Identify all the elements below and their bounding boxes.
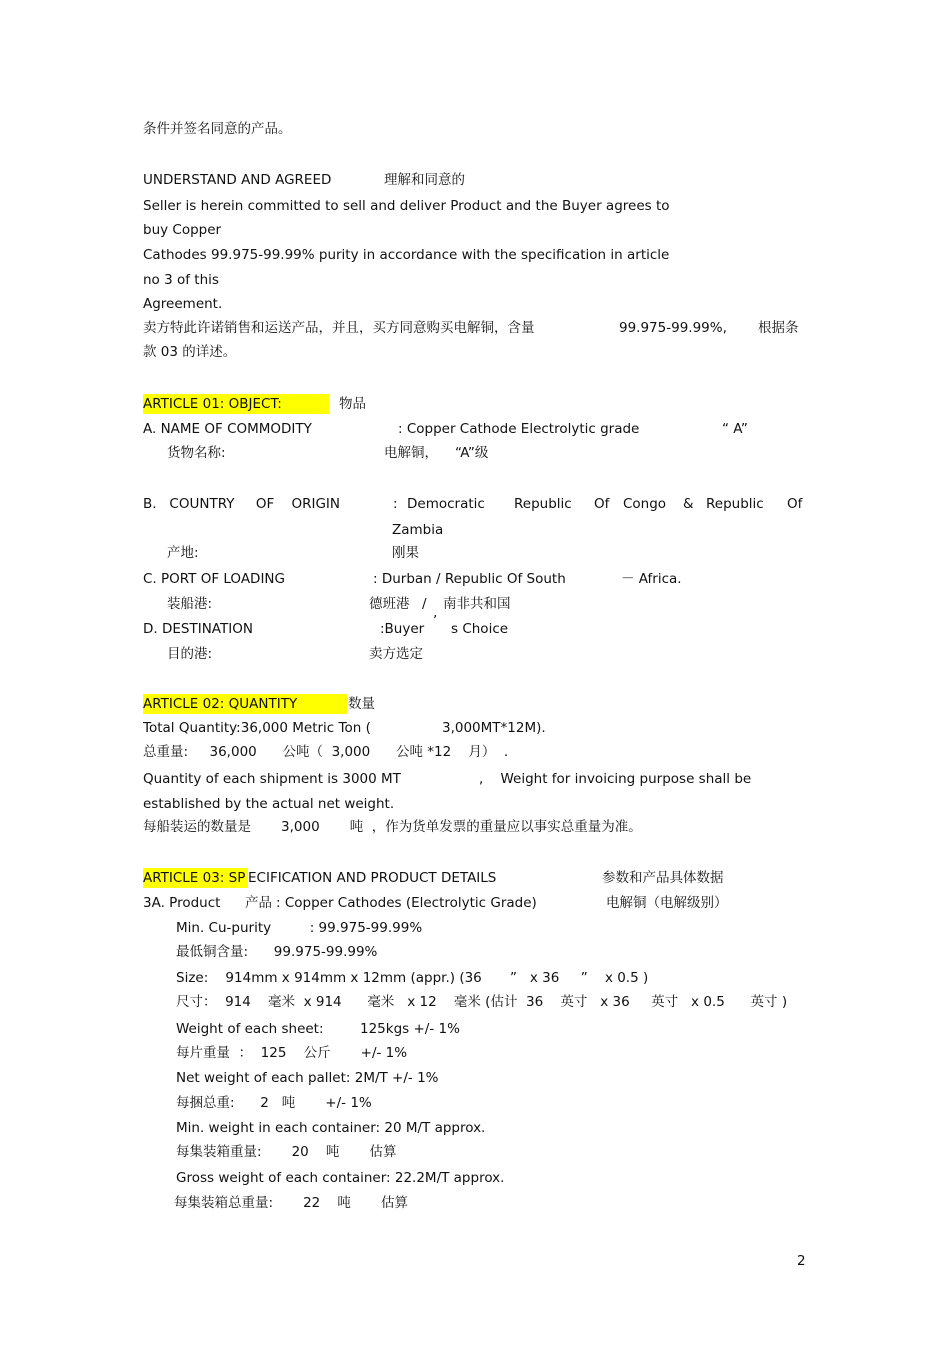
understand-line-3: Cathodes 99.975-99.99% purity in accordance with the specification in article (143, 247, 670, 263)
commodity-grade-quote: “ A” (722, 421, 748, 437)
origin-word-congo: Congo (623, 496, 667, 512)
article-02-title-cn: 数量 (348, 696, 375, 712)
article-01-title-cn: 物品 (339, 396, 366, 412)
product-value: : Copper Cathodes (Electrolytic Grade) (276, 895, 537, 911)
destination-label: D. DESTINATION (143, 621, 253, 637)
origin-word-of: Of (594, 496, 610, 512)
understand-line-4: no 3 of this (143, 272, 219, 288)
spec-min-container-weight-en: Min. weight in each container: 20 M/T approx. (176, 1120, 486, 1136)
commodity-label: A. NAME OF COMMODITY (143, 421, 312, 437)
commodity-value: : Copper Cathode Electrolytic grade (398, 421, 640, 437)
intro-tail: 条件并签名同意的产品。 (143, 121, 292, 137)
origin-cn-value: 刚果 (392, 545, 419, 561)
product-label: 3A. Product (143, 895, 221, 911)
understand-cn-line-1a: 卖方特此许诺销售和运送产品，并且，买方同意购买电解铜，含量 (143, 320, 535, 336)
understand-cn-line-1c: 根据条 (758, 320, 799, 336)
origin-word-republic: Republic (514, 496, 572, 512)
spec-purity-en: Min. Cu-purity : 99.975-99.99% (176, 920, 423, 936)
quantity-net-weight: established by the actual net weight. (143, 796, 395, 812)
spec-size-en-b: ” x 36 ” x 0.5 ) (510, 970, 649, 986)
quantity-total-b: 3,000MT*12M). (442, 720, 546, 736)
spec-sheet-weight-en-b: 125kgs +/- 1% (360, 1021, 460, 1037)
quantity-total-cn: 总重量: 36,000 公吨（ 3,000 公吨 *12 月） . (143, 744, 509, 760)
understand-cn-line-1b: 99.975-99.99%, (619, 320, 727, 336)
quantity-shipment-b: , Weight for invoicing purpose shall be (479, 771, 752, 787)
destination-value: :Buyer (380, 621, 425, 637)
page-number: 2 (797, 1253, 806, 1269)
loading-cn-slash: / (422, 596, 427, 612)
loading-label: C. PORT OF LOADING (143, 571, 285, 587)
origin-word-of-2: Of (787, 496, 803, 512)
loading-tail: － Africa. (621, 571, 682, 587)
spec-sheet-weight-cn: 每片重量 ： 125 公斤 +/- 1% (176, 1045, 408, 1061)
spec-size-cn: 尺寸： 914 毫米 x 914 毫米 x 12 毫米 (估计 36 英寸 x 36 英寸 x 0.5 英寸 ) (176, 994, 788, 1010)
origin-label: B. COUNTRY OF ORIGIN (143, 496, 341, 512)
origin-word-democratic: Democratic (407, 496, 485, 512)
article-03-title-rest: ECIFICATION AND PRODUCT DETAILS (248, 870, 497, 886)
quantity-total-a: Total Quantity:36,000 Metric Ton ( (143, 720, 371, 736)
destination-tail: s Choice (451, 621, 509, 637)
spec-purity-cn: 最低铜含量: 99.975-99.99% (176, 944, 378, 960)
commodity-cn-value: 电解铜， (384, 445, 438, 461)
spec-gross-container-weight-en: Gross weight of each container: 22.2M/T approx. (176, 1170, 505, 1186)
understand-heading-cn: 理解和同意的 (384, 172, 465, 188)
destination-cn-value: 卖方选定 (369, 646, 423, 662)
article-02-title: ARTICLE 02: QUANTITY (143, 694, 347, 714)
loading-cn-durban: 德班港 (369, 596, 410, 612)
understand-line-2: buy Copper (143, 222, 222, 238)
spec-pallet-weight-cn: 每捆总重: 2 吨 +/- 1% (176, 1095, 372, 1111)
understand-cn-line-2: 款 03 的详述。 (143, 344, 237, 360)
understand-line-5: Agreement. (143, 296, 223, 312)
destination-cn-label: 目的港: (167, 646, 213, 662)
spec-sheet-weight-en-a: Weight of each sheet: (176, 1021, 324, 1037)
spec-size-en-a: Size: 914mm x 914mm x 12mm (appr.) (36 (176, 970, 482, 986)
article-03-title-cn: 参数和产品具体数据 (602, 870, 724, 886)
loading-cn-south-africa: 南非共和国 (443, 596, 511, 612)
quantity-shipment-a: Quantity of each shipment is 3000 MT (143, 771, 401, 787)
loading-value: : Durban / Republic Of South (373, 571, 566, 587)
article-01-title: ARTICLE 01: OBJECT: (143, 394, 329, 414)
spec-pallet-weight-en: Net weight of each pallet: 2M/T +/- 1% (176, 1070, 439, 1086)
commodity-cn-label: 货物名称: (167, 445, 226, 461)
spec-min-container-weight-cn: 每集装箱重量: 20 吨 估算 (176, 1144, 397, 1160)
loading-cn-label: 装船港: (167, 596, 213, 612)
origin-word-ampersand: & (683, 496, 694, 512)
understand-line-1: Seller is herein committed to sell and deliver Product and the Buyer agrees to (143, 198, 670, 214)
origin-cn-label: 产地: (167, 545, 199, 561)
origin-zambia: Zambia (392, 522, 444, 538)
spec-gross-container-weight-cn: 每集装箱总重量: 22 吨 估算 (174, 1195, 408, 1211)
quantity-shipment-cn: 每船装运的数量是 3,000 吨 ，作为货单发票的重量应以事实总重量为准。 (143, 819, 642, 835)
product-value-cn: 电解铜（电解级别） (606, 895, 728, 911)
origin-colon: : (393, 496, 398, 512)
product-label-cn: 产品 (245, 895, 272, 911)
destination-apostrophe: ’ (433, 613, 438, 629)
commodity-cn-grade: “A”级 (455, 445, 489, 461)
origin-word-republic-2: Republic (706, 496, 764, 512)
understand-heading: UNDERSTAND AND AGREED (143, 172, 332, 188)
article-03-title-highlight: ARTICLE 03: SP (143, 868, 248, 888)
